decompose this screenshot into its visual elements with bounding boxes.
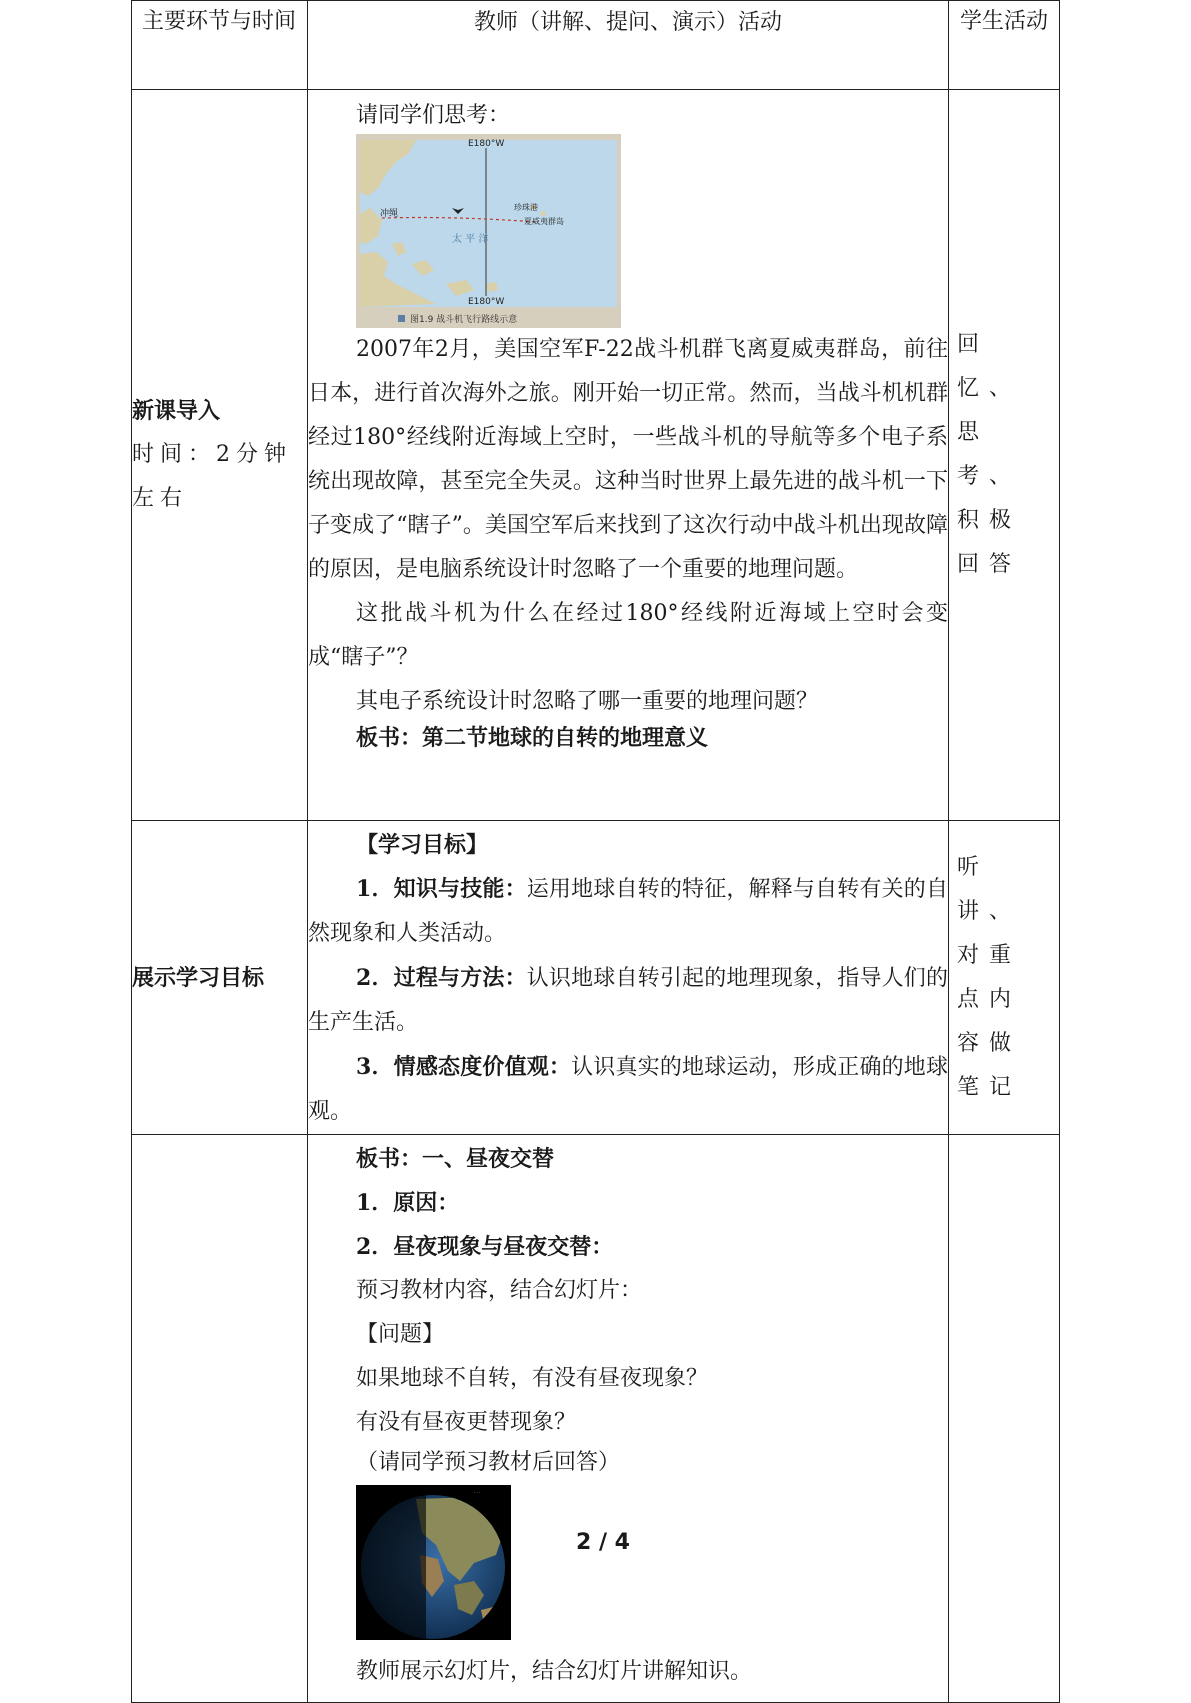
item-cause: 1．原因： (356, 1190, 460, 1216)
board-title: 板书：第二节地球的自转的地理意义 (356, 725, 709, 751)
item-phenomenon: 2．昼夜现象与昼夜交替： (356, 1234, 614, 1260)
table-row-goals (132, 821, 1060, 1135)
header-teacher-activity: 教师（讲解、提问、演示）活动 (308, 1, 949, 90)
stage-title-goals: 展示学习目标 (132, 964, 265, 991)
goal-2-label: 2．过程与方法： (356, 965, 527, 991)
stage-cell-intro (132, 90, 308, 821)
goals-heading: 【学习目标】 (356, 832, 489, 858)
teacher-cell-day-night (308, 1135, 949, 1703)
map-top-label: E180°W (468, 139, 505, 149)
student-cell-intro: 回忆、思考、积极回答 (949, 90, 1060, 821)
goal-1-text: 运用地球自转的特征，解释与自转有关的自然现象和人类活动。 (308, 877, 948, 946)
stage-cell-goals (132, 821, 308, 1135)
teacher-cell-intro (308, 90, 949, 821)
board-day-night: 板书：一、昼夜交替 (356, 1146, 555, 1172)
header-student-activity: 学生活动 (949, 1, 1060, 90)
page-number: 2 / 4 (576, 1530, 630, 1555)
lesson-plan-table (131, 0, 1060, 1703)
map-caption: 图1.9 战斗机飞行路线示意 (410, 315, 518, 325)
intro-question-2: 其电子系统设计时忽略了哪一重要的地理问题？ (356, 689, 819, 714)
goal-3-label: 3．情感态度价值观： (356, 1054, 572, 1080)
intro-prompt: 请同学们思考： (356, 103, 511, 128)
stage-title-intro: 新课导入 (132, 398, 221, 424)
svg-text:· · ·: · · · (474, 1490, 481, 1495)
header-stage: 主要环节与时间 (132, 1, 308, 90)
teacher-action: 教师展示幻灯片，结合幻灯片讲解知识。 (356, 1659, 753, 1684)
intro-question-1: 这批战斗机为什么在经过180°经线附近海域上空时会变成“瞎子”？ (308, 601, 948, 670)
student-cell-day-night (949, 1135, 1060, 1703)
student-cell-goals: 听讲、对重点内容做笔记 (949, 821, 1060, 1135)
map-graphic (356, 134, 621, 328)
map-okinawa-label: 冲绳 (380, 209, 399, 219)
goal-1-label: 1．知识与技能： (356, 876, 527, 902)
table-header-row (132, 1, 1060, 90)
intro-story-paragraph: 2007年2月，美国空军F-22战斗机群飞离夏威夷群岛，前往日本，进行首次海外之旅。刚开始一切正常。然而，当战斗机机群经过180°经线附近海域上空时，一些战斗机的导航等多个电子系统出现故障，甚至完全失灵。这种当时世界上最先进的战斗机一下子变成了“瞎子”。美国空军后来找到了这次行动中战斗机出现故障的原因，是电脑系统设计时忽略了一个重要的地理问题。 (308, 337, 948, 582)
stage-time-intro: 时间：2分钟左右 (132, 442, 292, 511)
map-ocean-label: 太 平 洋 (452, 234, 489, 245)
map-bottom-label: E180°W (468, 297, 505, 307)
goal-1 (308, 867, 948, 956)
teacher-cell-goals (308, 821, 949, 1135)
goal-2-text: 认识地球自转引起的地理现象，指导人们的生产生活。 (308, 966, 948, 1035)
earth-image (356, 1485, 511, 1640)
table-row-day-night (132, 1135, 1060, 1703)
question-heading: 【问题】 (356, 1322, 445, 1347)
map-hawaii-label: 夏威夷群岛 (524, 217, 564, 226)
earth-graphic (356, 1485, 511, 1640)
goal-2 (308, 956, 948, 1045)
stage-cell-day-night (132, 1135, 308, 1703)
question-1: 如果地球不自转，有没有昼夜现象？ (356, 1366, 709, 1391)
question-2: 有没有昼夜更替现象？ (356, 1410, 577, 1435)
goal-3-text: 认识真实的地球运动，形成正确的地球观。 (308, 1055, 948, 1124)
preview-note: （请同学预习教材后回答） (356, 1450, 621, 1475)
flight-route-map (356, 134, 621, 328)
map-pearl-label: 珍珠港 (514, 203, 538, 212)
preview-instruction: 预习教材内容，结合幻灯片： (356, 1278, 643, 1303)
goal-3 (308, 1045, 948, 1134)
table-row-intro (132, 90, 1060, 821)
